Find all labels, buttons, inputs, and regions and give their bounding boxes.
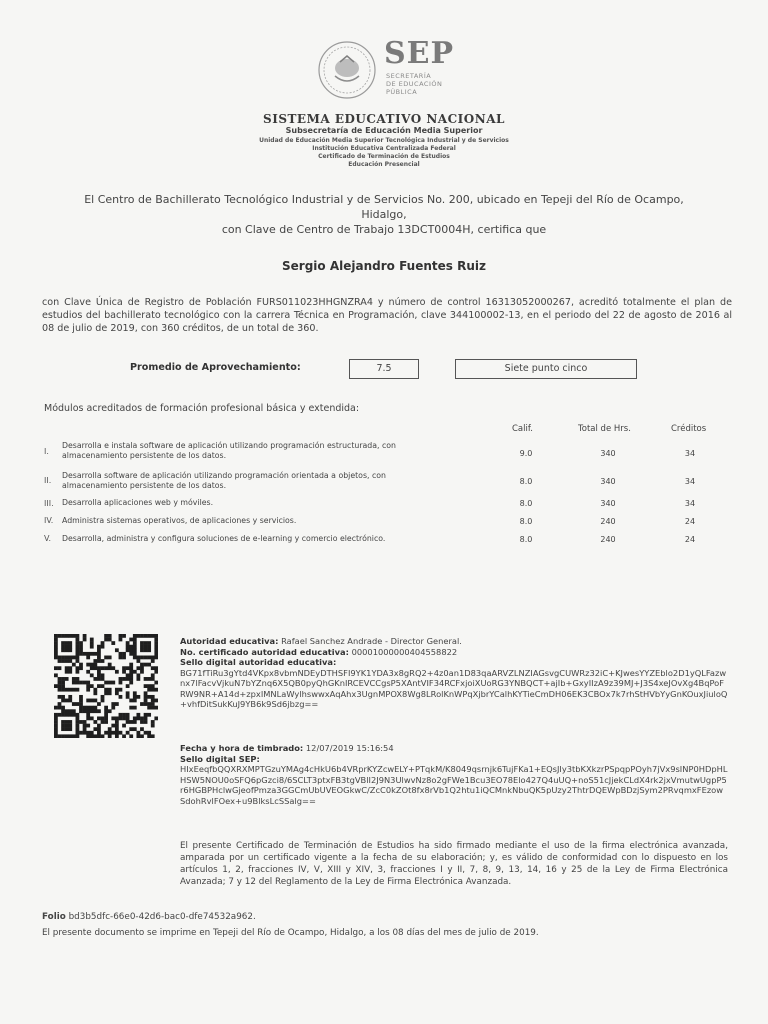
module-number: II. [44,476,52,485]
cert-number-label: No. certificado autoridad educativa: [180,646,349,657]
promedio-words: Siete punto cinco [455,359,637,379]
module-number: III. [44,499,54,508]
column-header-calif: Calif. [512,424,533,434]
system-title: SISTEMA EDUCATIVO NACIONAL [263,112,505,126]
module-calif: 8.0 [519,499,533,508]
module-calif: 8.0 [519,477,533,486]
sep-logo-subtitle: SECRETARÍA DE EDUCACIÓN PÚBLICA [386,72,443,96]
module-number: IV. [44,516,54,525]
module-credits: 24 [684,535,696,544]
module-description: Desarrolla software de aplicación utilizando programación orientada a objetos, con almacenamiento persistente de los datos. [62,471,386,490]
timbrado-block [180,743,728,806]
sep-logo-text: SEP [384,36,455,71]
module-description: Desarrolla e instala software de aplicación utilizando programación estructurada, con almacenamiento persistente de los datos. [62,441,396,460]
header-line: Unidad de Educación Media Superior Tecnológica Industrial y de Servicios [259,137,509,144]
folio-value: bd3b5dfc-66e0-42d6-bac0-dfe74532a962. [68,912,256,922]
subsecretaria-title: Subsecretaría de Educación Media Superior [285,126,483,135]
module-number: V. [44,534,51,543]
column-header-credits: Créditos [671,424,707,434]
authority-seal-value: BG71fTiRu3gYtd4VKpx8vbmNDEyDTHSFI9YK1YDA3x8gRQ2+4z0an1D83qaARVZLNZIAGsvgCUWRz32iC+KJwesYYZEblo2D1yQLFazwnx7lFacvVjkuN7bYZnq6X5QB0pyQhGKnIRCEVCCgsP5XAntVIF34RCFxjoiXUoRG3YNBQCT+ajIb+GxyIIzA9z39MJ+J3S4xeJOvXg4BqPoFRW9NR+A14d+zpxIMNLaWylhswwxAqAhx3UgnMPOX8Wg8LRolKnWPqXjbrYCalhKYTieCmDH06EK3CBOx7k7rhStHVbYyGnKOuxJiuloQ+vhfDitSukKuJ9YB6k9Sd6jbzg== [180,667,728,709]
header-line: Certificado de Terminación de Estudios [318,153,450,160]
student-name: Sergio Alejandro Fuentes Ruiz [282,259,486,273]
authority-label: Autoridad educativa: [180,636,279,646]
module-description: Desarrolla, administra y configura soluciones de e-learning y comercio electrónico. [62,534,386,543]
print-statement: El presente documento se imprime en Tepeji del Río de Ocampo, Hidalgo, a los 08 días del mes de julio de 2019. [42,928,539,938]
qr-code [54,634,158,738]
folio-label: Folio [42,912,66,922]
module-hours: 340 [600,499,616,508]
module-calif: 8.0 [519,535,533,544]
module-calif: 9.0 [519,449,533,458]
authority-seal-label: Sello digital autoridad educativa: [180,657,337,667]
modulos-title: Módulos acreditados de formación profesional básica y extendida: [44,403,360,414]
module-calif: 8.0 [519,517,533,526]
cert-number-value: 00001000000404558822 [351,646,458,657]
authority-block [180,636,728,710]
module-credits: 24 [684,517,696,526]
timbrado-label: Fecha y hora de timbrado: [180,743,304,753]
module-number: I. [44,447,49,456]
module-description: Administra sistemas operativos, de aplicaciones y servicios. [62,516,297,525]
module-credits: 34 [684,499,696,508]
module-credits: 34 [684,477,696,486]
sep-seal-label: Sello digital SEP: [180,753,260,764]
folio-line [42,912,256,922]
header-line: Educación Presencial [348,161,420,168]
module-hours: 240 [600,517,616,526]
national-seal-icon [316,40,378,100]
authority-value: Rafael Sanchez Andrade - Director General. [281,636,462,646]
legal-paragraph: El presente Certificado de Terminación de Estudios ha sido firmado mediante el uso de la firma electrónica avanzada, amparada por un certificado vigente a la fecha de su elaboración; y, es válido de conformidad con lo dispuesto en los artículos 1, 2, fracciones IV, V, XIII y XIV, 3, fracciones I y II, 7, 8, 9, 13, 14, 16 y 25 de la Ley de Firma Electrónica Avanzada; 7 y 12 del Reglamento de la Ley de Firma Electrónica Avanzada. [180,841,728,887]
header-line: Institución Educativa Centralizada Federal [312,145,456,152]
module-hours: 340 [600,449,616,458]
module-description: Desarrolla aplicaciones web y móviles. [62,498,214,507]
module-hours: 340 [600,477,616,486]
promedio-label: Promedio de Aprovechamiento: [130,362,301,373]
module-hours: 240 [600,535,616,544]
intro-paragraph: El Centro de Bachillerato Tecnológico Industrial y de Servicios No. 200, ubicado en Tepeji del Río de Ocampo, Hidalgo, con Clave de Centro de Trabajo 13DCT0004H, certifica que [84,193,684,236]
sep-seal-value: HIxEeqfbQQXRXMPTGzuYMAg4cHkU6b4VRprKYZcwELY+PTqkM/K8049qsrnjk6TujFKa1+EQsJIy3tbKXkzrPSpqpPOyh7jVx9sINP0HDpHLHSW5NOU0oSFQ6pGzci8/6SCLT3ptxFB3tgVBlI2J9N3UlwvNz8o2gFWe1Bcu3EO78Elo427Q4uUQ+noS51cJjekCLdX4rk2jxVmutwUgpP5r6HGBPHclwGjeofPmza3GGCmUbUVEOGkwC/ZcC0kZOt8fx8rVb1Q2htu1iQCMnkNbuQK5pUzy2ThtrDQEWpBDzjSym2PRvqmxFEzowSdohRvlFOex+u9BlksLcSSalg== [180,764,728,806]
module-credits: 34 [684,449,696,458]
certification-body: con Clave Única de Registro de Población FURS011023HHGNZRA4 y número de control 16313052000267, acreditó totalmente el plan de estudios del bachillerato tecnológico con la carrera Técnica en Programación, clave 344100002-13, en el periodo del 22 de agosto de 2016 al 08 de julio de 2019, con 360 créditos, de un total de 360. [42,297,732,334]
promedio-value: 7.5 [349,359,419,379]
column-header-hours: Total de Hrs. [578,424,631,434]
timbrado-value: 12/07/2019 15:16:54 [305,743,394,753]
